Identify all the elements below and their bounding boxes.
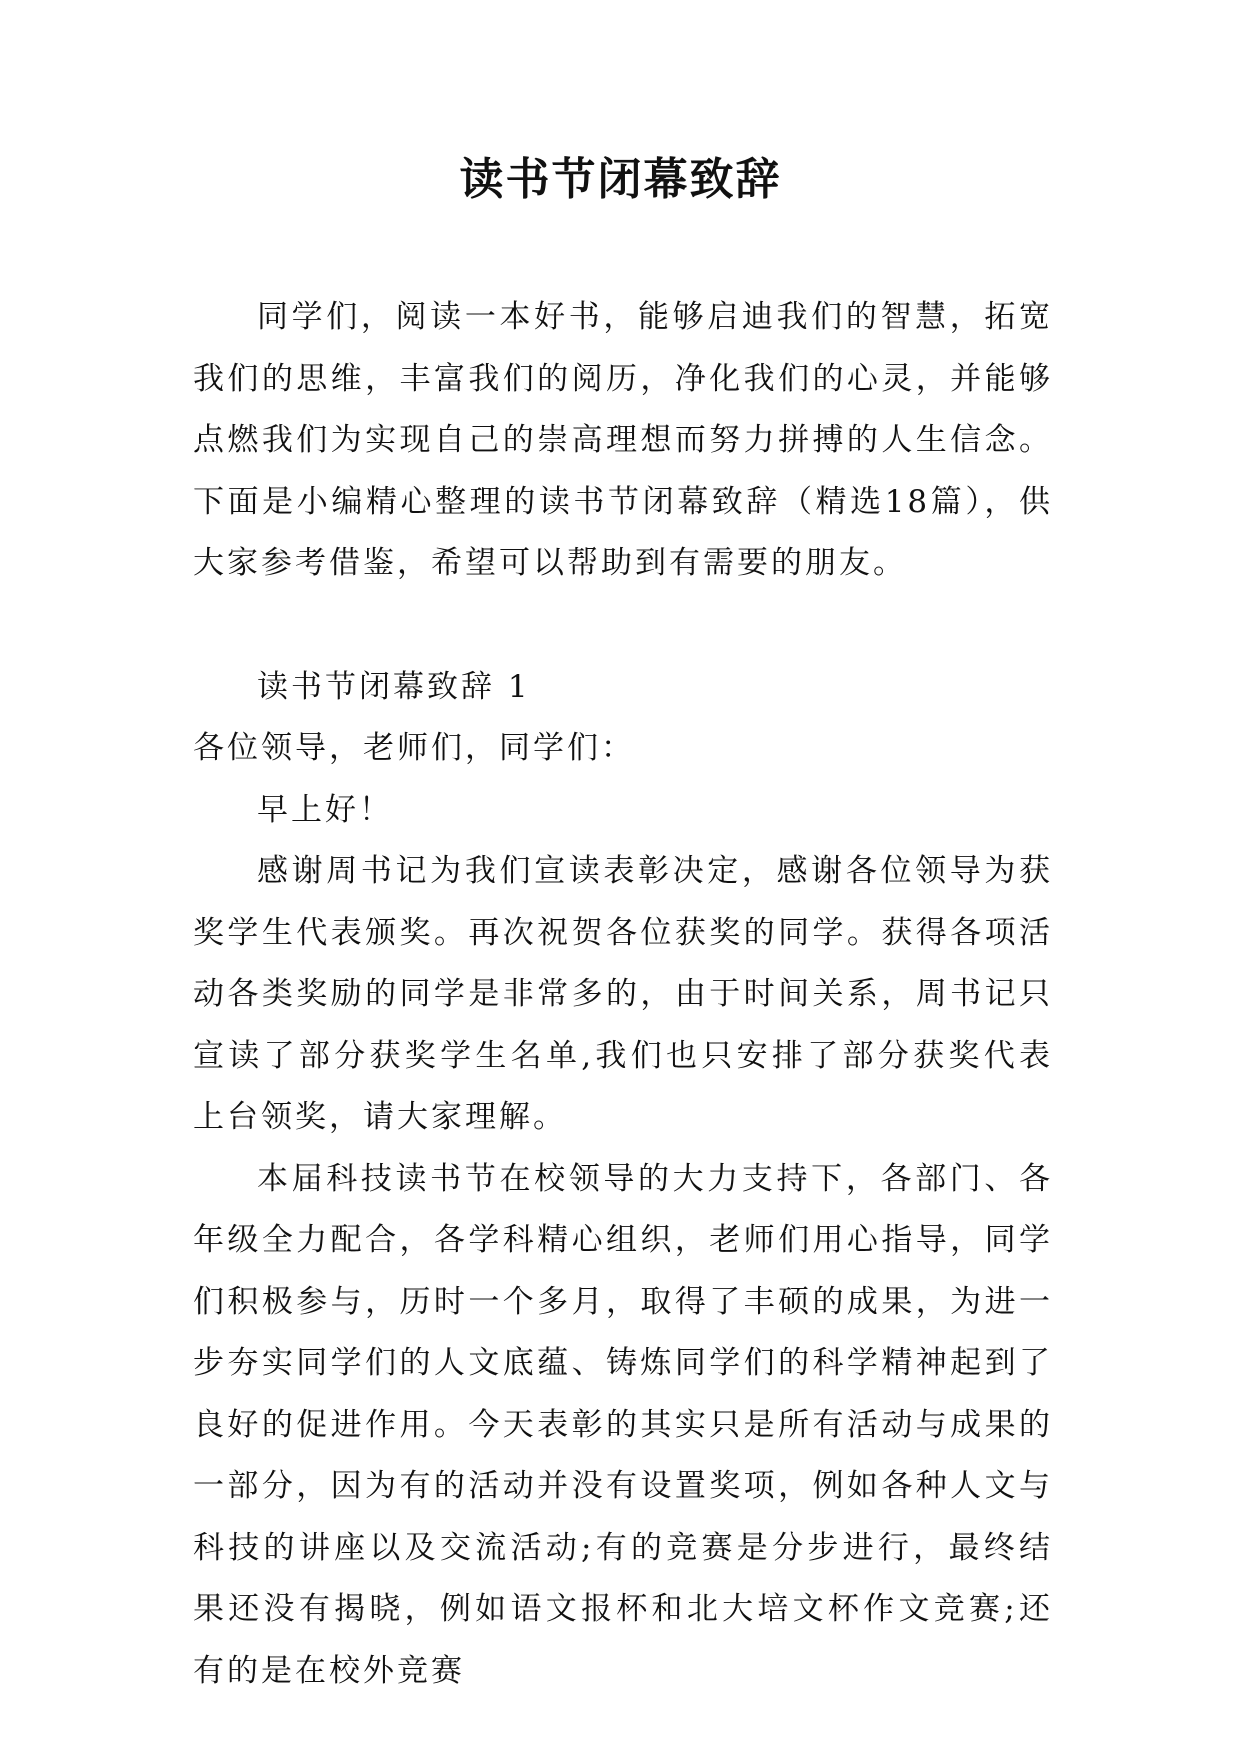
intro-paragraph: 同学们，阅读一本好书，能够启迪我们的智慧，拓宽我们的思维，丰富我们的阅历，净化我们的心灵，并能够点燃我们为实现自己的崇高理想而努力拼搏的人生信念。下面是小编精心整理的读书节闭幕致辞（精选18篇），供大家参考借鉴，希望可以帮助到有需要的朋友。	[193, 299, 1053, 581]
greeting: 早上好！	[257, 791, 393, 828]
document-title: 读书节闭幕致辞	[459, 154, 782, 205]
body-paragraph-thanks: 感谢周书记为我们宣读表彰决定，感谢各位领导为获奖学生代表颁奖。再次祝贺各位获奖的同学。获得各项活动各类奖励的同学是非常多的，由于时间关系，周书记只宣读了部分获奖学生名单,我们也只安排了部分获奖代表上台领奖，请大家理解。	[193, 853, 1053, 1135]
paragraph-spacer	[193, 595, 1053, 657]
document-body	[193, 287, 1053, 1702]
body-paragraph-summary: 本届科技读书节在校领导的大力支持下，各部门、各年级全力配合，各学科精心组织，老师们用心指导，同学们积极参与，历时一个多月，取得了丰硕的成果，为进一步夯实同学们的人文底蕴、铸炼同学们的科学精神起到了良好的促进作用。今天表彰的其实只是所有活动与成果的一部分，因为有的活动并没有设置奖项，例如各种人文与科技的讲座以及交流活动;有的竞赛是分步进行，最终结果还没有揭晓，例如语文报杯和北大培文杯作文竞赛;还有的是在校外竞赛	[193, 1160, 1053, 1689]
section-heading: 读书节闭幕致辞 1	[257, 668, 531, 705]
salutation: 各位领导，老师们，同学们：	[193, 730, 635, 766]
